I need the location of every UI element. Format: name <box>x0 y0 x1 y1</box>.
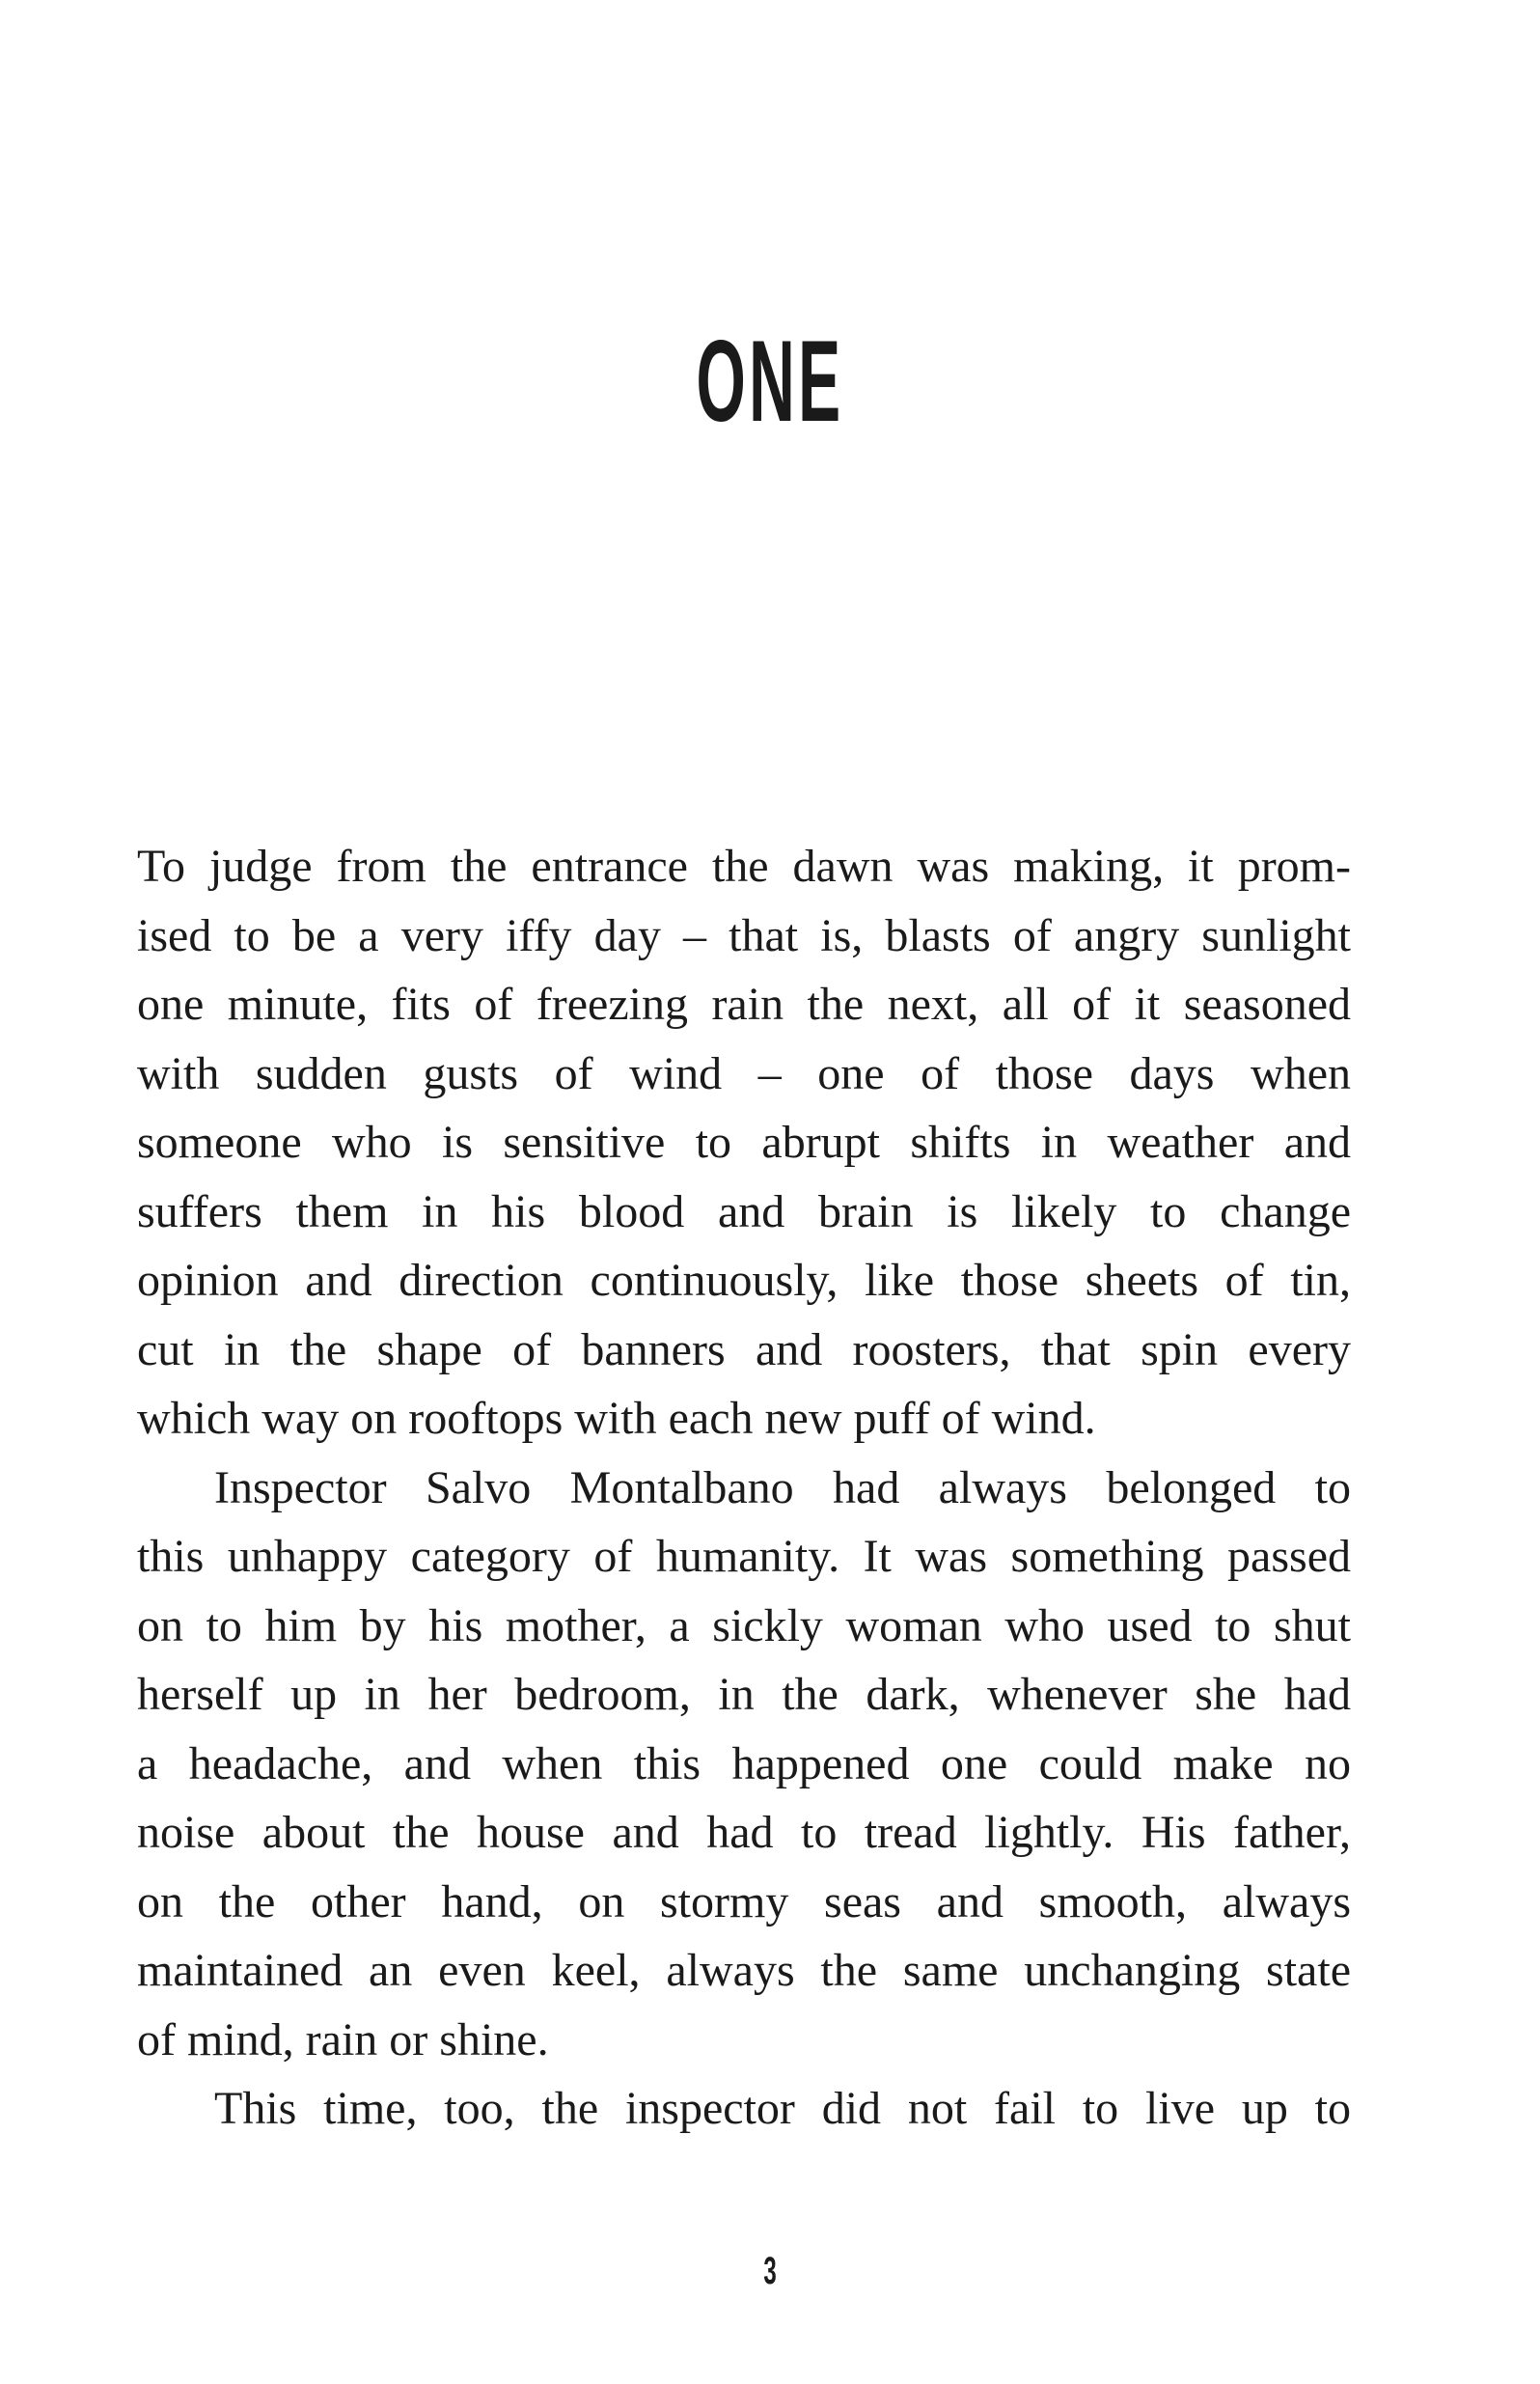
text-line: this unhappy category of humanity. It was something passed <box>137 1531 1351 1582</box>
text-line: of mind, rain or shine. <box>137 2013 549 2065</box>
text-line: This time, too, the inspector did not fail to live up to <box>214 2083 1351 2134</box>
text-line: cut in the shape of banners and roosters, that spin every <box>137 1323 1351 1375</box>
text-line: on the other hand, on stormy seas and smooth, always <box>137 1875 1351 1927</box>
text-line: on to him by his mother, a sickly woman who used to shut <box>137 1599 1351 1651</box>
text-line: herself up in her bedroom, in the dark, whenever she had <box>137 1669 1351 1720</box>
chapter-title: ONE <box>696 317 844 446</box>
text-line: noise about the house and had to tread lightly. His father, <box>137 1807 1351 1858</box>
text-line: suffers them in his blood and brain is likely to change <box>137 1185 1351 1237</box>
body-text <box>137 832 1351 2144</box>
text-line: one minute, fits of freezing rain the next, all of it seasoned <box>137 979 1351 1030</box>
text-line: a headache, and when this happened one could make no <box>137 1737 1351 1789</box>
text-line: ised to be a very iffy day – that is, blasts of angry sunlight <box>137 909 1351 961</box>
text-line: someone who is sensitive to abrupt shifts in weather and <box>137 1117 1351 1168</box>
text-line: maintained an even keel, always the same unchanging state <box>137 1945 1351 1996</box>
text-line: with sudden gusts of wind – one of those days when <box>137 1047 1351 1099</box>
text-line: Inspector Salvo Montalbano had always belonged to <box>214 1461 1351 1513</box>
text-line: To judge from the entrance the dawn was making, it prom- <box>137 841 1351 892</box>
text-line: opinion and direction continuously, like those sheets of tin, <box>137 1255 1351 1306</box>
page-number: 3 <box>763 2250 777 2292</box>
text-line: which way on rooftops with each new puff of wind. <box>137 1393 1096 1444</box>
